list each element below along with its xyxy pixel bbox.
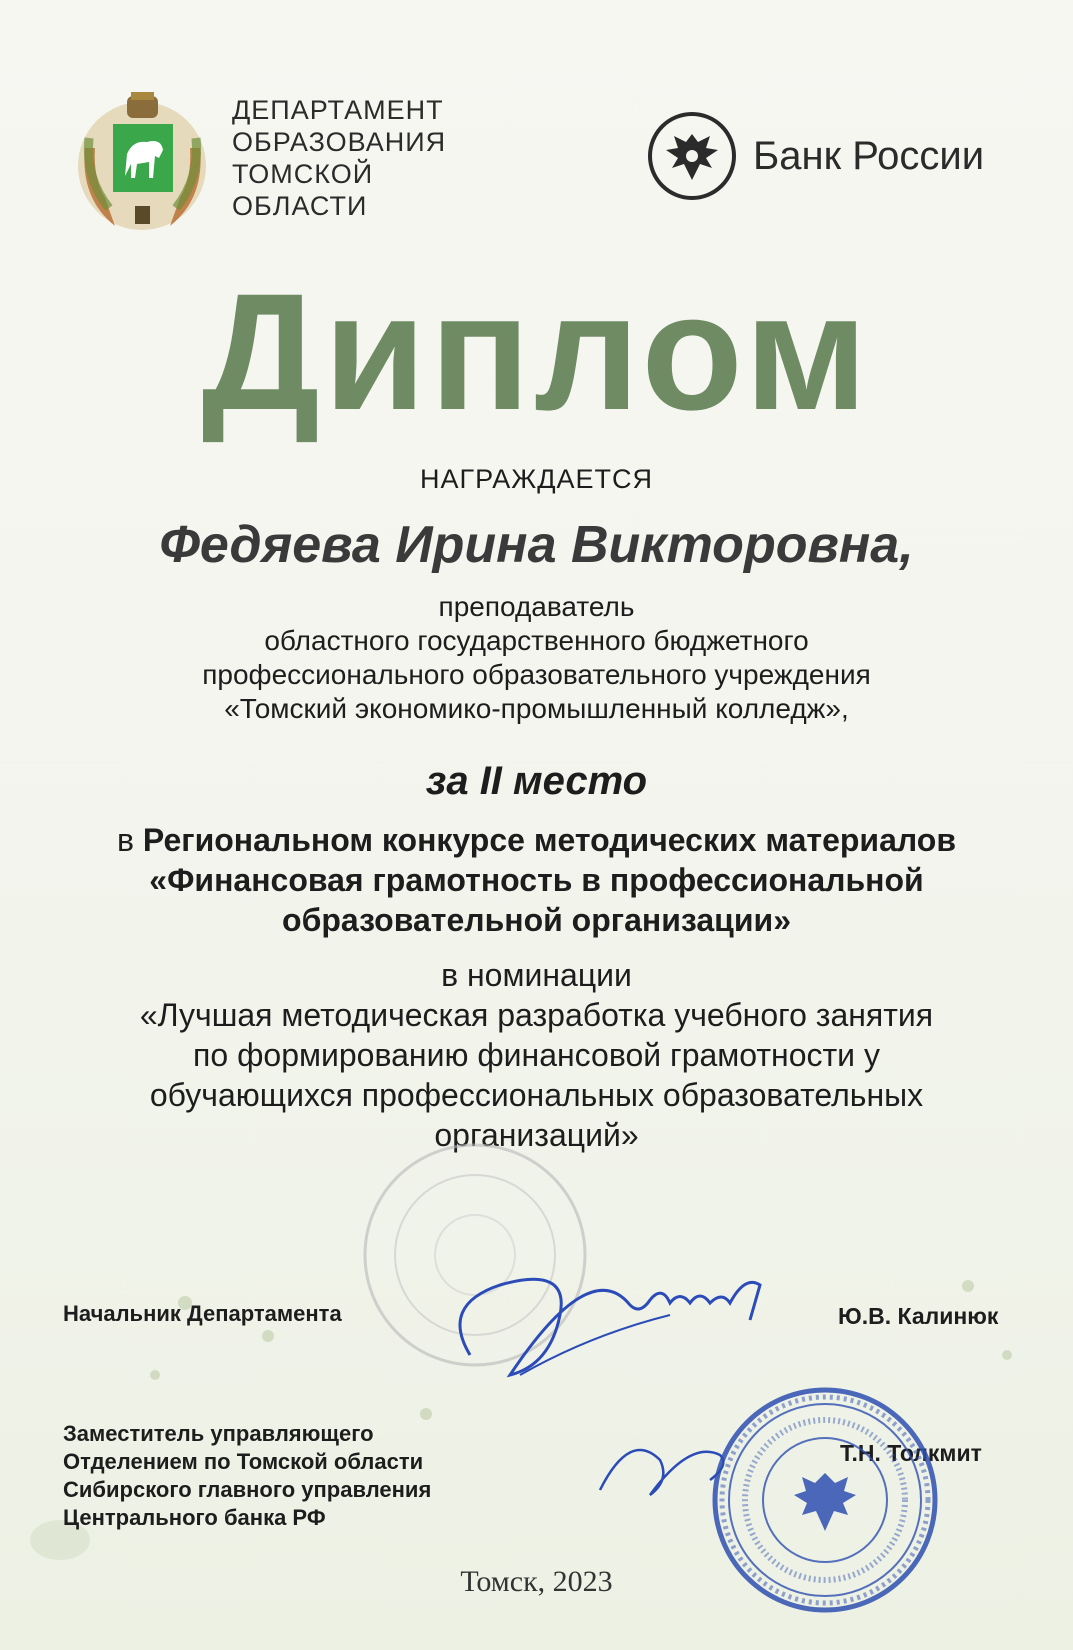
signer-2-title-line: Сибирского главного управления	[63, 1477, 432, 1502]
department-line: ТОМСКОЙ	[232, 159, 374, 189]
decor-dot	[420, 1408, 432, 1420]
recipient-name: Федяева Ирина Викторовна,	[159, 516, 914, 574]
department-line: ОБЛАСТИ	[232, 191, 368, 221]
recipient-position	[40, 590, 1033, 726]
nomination-line: обучающихся профессиональных образовательных	[149, 1077, 924, 1113]
contest-line	[40, 820, 1033, 860]
bank-name: Банк России	[753, 134, 985, 178]
contest-line: образовательной организации»	[282, 902, 791, 938]
signer-2-title-line: Отделением по Томской области	[63, 1449, 424, 1474]
position-line: преподаватель	[438, 591, 635, 622]
awarded-label: НАГРАЖДАЕТСЯ	[419, 464, 654, 494]
signer-2-title-line: Заместитель управляющего	[63, 1421, 374, 1446]
city-year: Томск, 2023	[460, 1565, 613, 1598]
signature-1	[430, 1245, 790, 1385]
contest-name	[40, 820, 1033, 940]
department-name	[232, 94, 446, 222]
contest-prefix: в	[117, 822, 143, 858]
decor-dot	[150, 1370, 160, 1380]
signer-1-title: Начальник Департамента	[63, 1301, 342, 1326]
signer-2-title	[63, 1420, 431, 1532]
decor-dot	[1002, 1350, 1012, 1360]
signature-2	[590, 1420, 760, 1510]
nomination-label: в номинации	[441, 957, 632, 993]
department-line: ДЕПАРТАМЕНТ	[232, 95, 444, 125]
signer-2-name: Т.Н. Толкмит	[840, 1440, 982, 1466]
position-line: областного государственного бюджетного	[264, 625, 809, 656]
department-line: ОБРАЗОВАНИЯ	[232, 127, 447, 157]
diploma-title: Диплом	[201, 260, 872, 445]
contest-line: «Финансовая грамотность в профессиональной	[149, 862, 924, 898]
signer-1-name: Ю.В. Калинюк	[838, 1303, 999, 1329]
decor-dot	[962, 1280, 974, 1292]
nomination-line: по формированию финансовой грамотности у	[193, 1037, 880, 1073]
position-line: профессионального образовательного учреждения	[202, 659, 871, 690]
decor-dot	[262, 1330, 274, 1342]
contest-line-text: Региональном конкурсе методических материалов	[142, 822, 956, 858]
department-seal-icon	[360, 1140, 590, 1370]
nomination	[40, 955, 1033, 1155]
tomsk-coat-of-arms-icon	[75, 88, 210, 233]
signer-2-title-line: Центрального банка РФ	[63, 1505, 326, 1530]
double-headed-eagle-icon	[648, 112, 736, 200]
nomination-line: организаций»	[434, 1117, 639, 1153]
position-line: «Томский экономико-промышленный колледж»,	[224, 693, 849, 724]
award-place: за II место	[425, 759, 648, 803]
nomination-line: «Лучшая методическая разработка учебного занятия	[139, 997, 934, 1033]
